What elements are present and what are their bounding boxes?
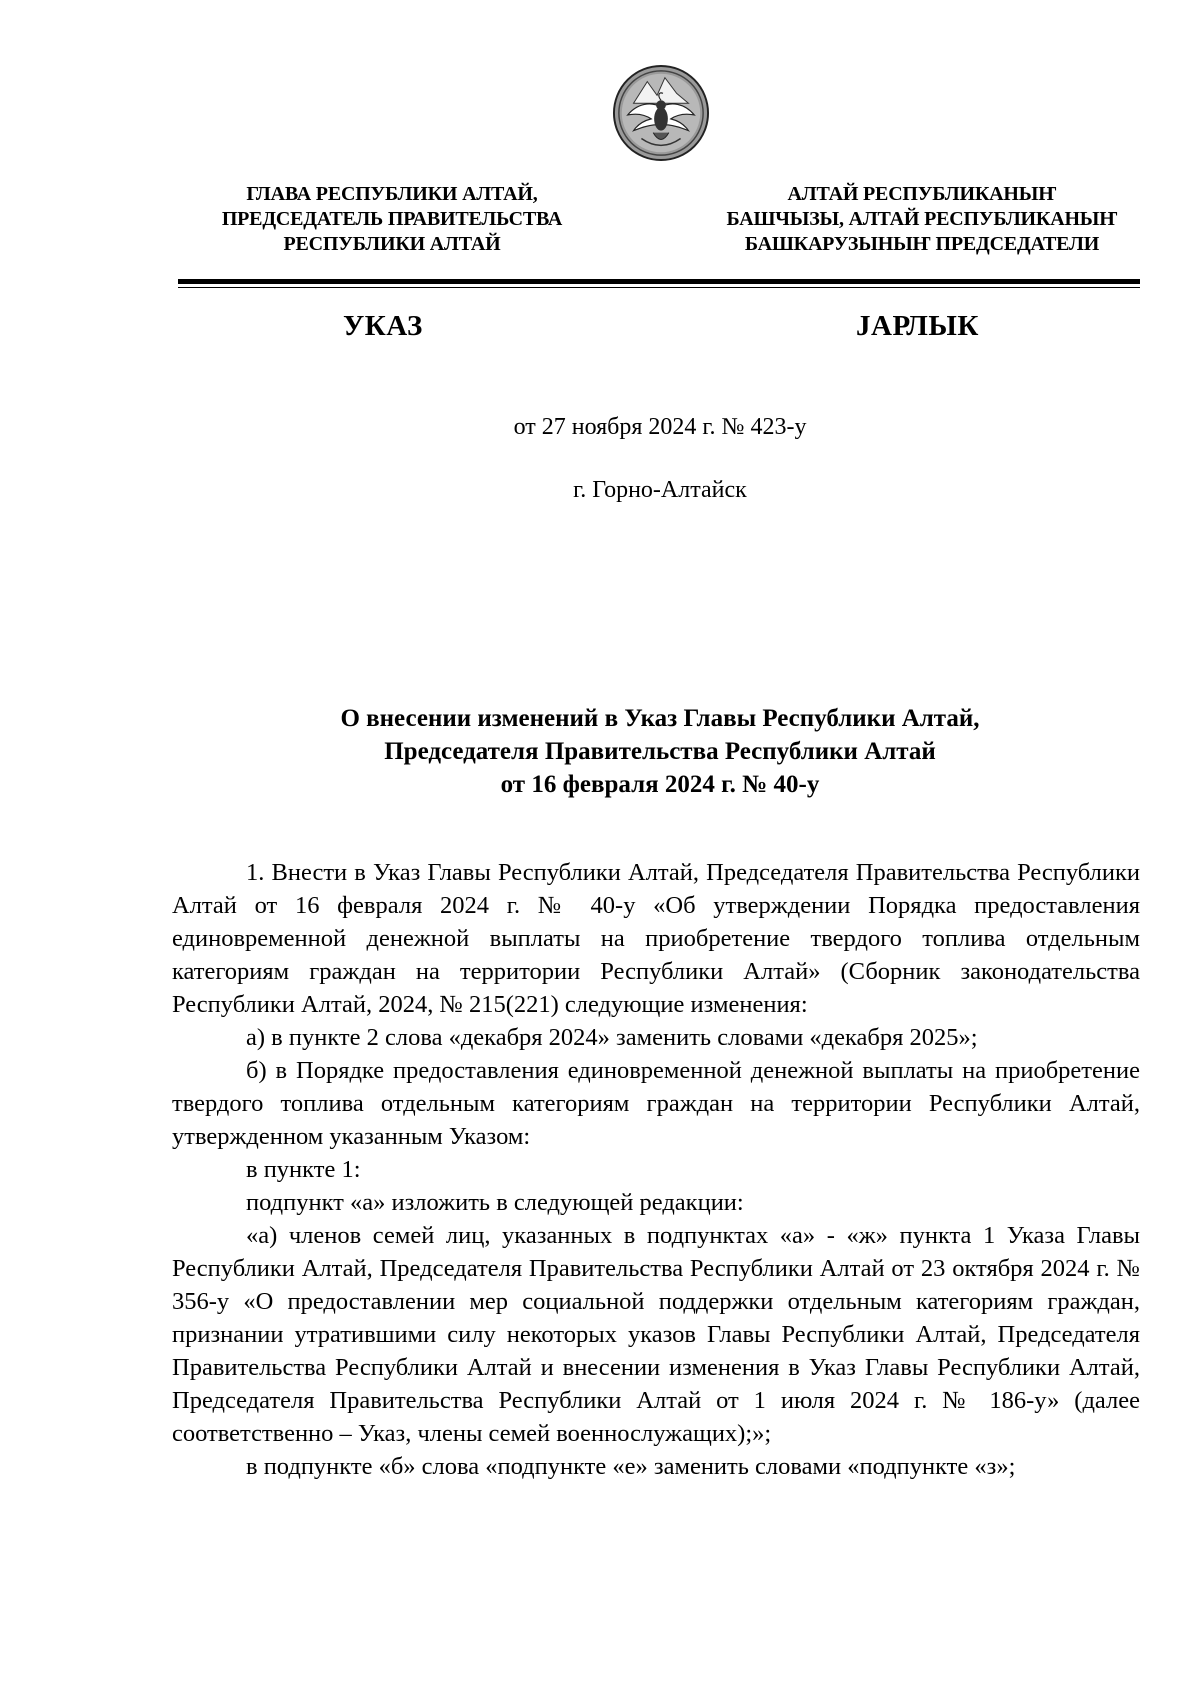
- republic-altai-coat-of-arms-icon: [612, 64, 710, 162]
- body-paragraph: в пункте 1:: [246, 1156, 361, 1183]
- header-left-line: ГЛАВА РЕСПУБЛИКИ АЛТАЙ,: [246, 183, 538, 205]
- doc-type-altai: ЈАРЛЫК: [856, 310, 979, 342]
- body-paragraph: подпункт «а» изложить в следующей редакции:: [246, 1189, 744, 1216]
- decree-title: [160, 702, 1160, 801]
- header-divider-thick: [178, 279, 1140, 284]
- decree-title-line: О внесении изменений в Указ Главы Республики Алтай,: [340, 705, 980, 732]
- decree-body: [172, 856, 1140, 1483]
- body-paragraph: б) в Порядке предоставления единовременной денежной выплаты на приобретение твердого топлива отдельным категориям граждан на территории Республики Алтай, утвержденном указанным Указом:: [172, 1057, 1140, 1150]
- decree-title-line: Председателя Правительства Республики Алтай: [384, 738, 936, 765]
- header-right-line: АЛТАЙ РЕСПУБЛИКАНЫҤ: [787, 183, 1057, 205]
- body-paragraph: «а) членов семей лиц, указанных в подпунктах «а» - «ж» пункта 1 Указа Главы Республики Алтай, Председателя Правительства Республики Алтай от 23 октября 2024 г. № 356-у «О предоставлении мер социальной поддержки отдельным категориям граждан, признании утратившими силу некоторых указов Главы Республики Алтай, Председателя Правительства Республики Алтай и внесении изменения в Указ Главы Республики Алтай, Председателя Правительства Республики Алтай от 1 июля 2024 г. № 186-у» (далее соответственно – Указ, члены семей военнослужащих);»;: [172, 1222, 1140, 1447]
- body-paragraph: 1. Внести в Указ Главы Республики Алтай, Председателя Правительства Республики Алтай от 16 февраля 2024 г. № 40-у «Об утверждении Порядка предоставления единовременной денежной выплаты на приобретение твердого топлива отдельным категориям граждан на территории Республики Алтай» (Сборник законодательства Республики Алтай, 2024, № 215(221) следующие изменения:: [172, 859, 1140, 1018]
- header-left-line: РЕСПУБЛИКИ АЛТАЙ: [283, 233, 501, 255]
- header-right-line: БАШЧЫЗЫ, АЛТАЙ РЕСПУБЛИКАНЫҤ: [726, 208, 1118, 230]
- body-paragraph: а) в пункте 2 слова «декабря 2024» заменить словами «декабря 2025»;: [246, 1024, 978, 1051]
- decree-title-line: от 16 февраля 2024 г. № 40-у: [500, 771, 820, 798]
- decree-city: г. Горно-Алтайск: [573, 477, 747, 503]
- decree-date-number: от 27 ноября 2024 г. № 423-у: [513, 414, 807, 440]
- header-divider-thin: [178, 287, 1140, 288]
- header-right-block: [692, 182, 1152, 257]
- header-right-line: БАШКАРУЗЫНЫҤ ПРЕДСЕДАТЕЛИ: [744, 233, 1100, 255]
- coat-of-arms-emblem: [612, 64, 710, 162]
- doc-type-russian: УКАЗ: [343, 310, 423, 342]
- header-left-line: ПРЕДСЕДАТЕЛЬ ПРАВИТЕЛЬСТВА: [221, 208, 563, 230]
- header-left-block: [162, 182, 622, 257]
- body-paragraph: в подпункте «б» слова «подпункте «е» заменить словами «подпункте «з»;: [246, 1453, 1016, 1480]
